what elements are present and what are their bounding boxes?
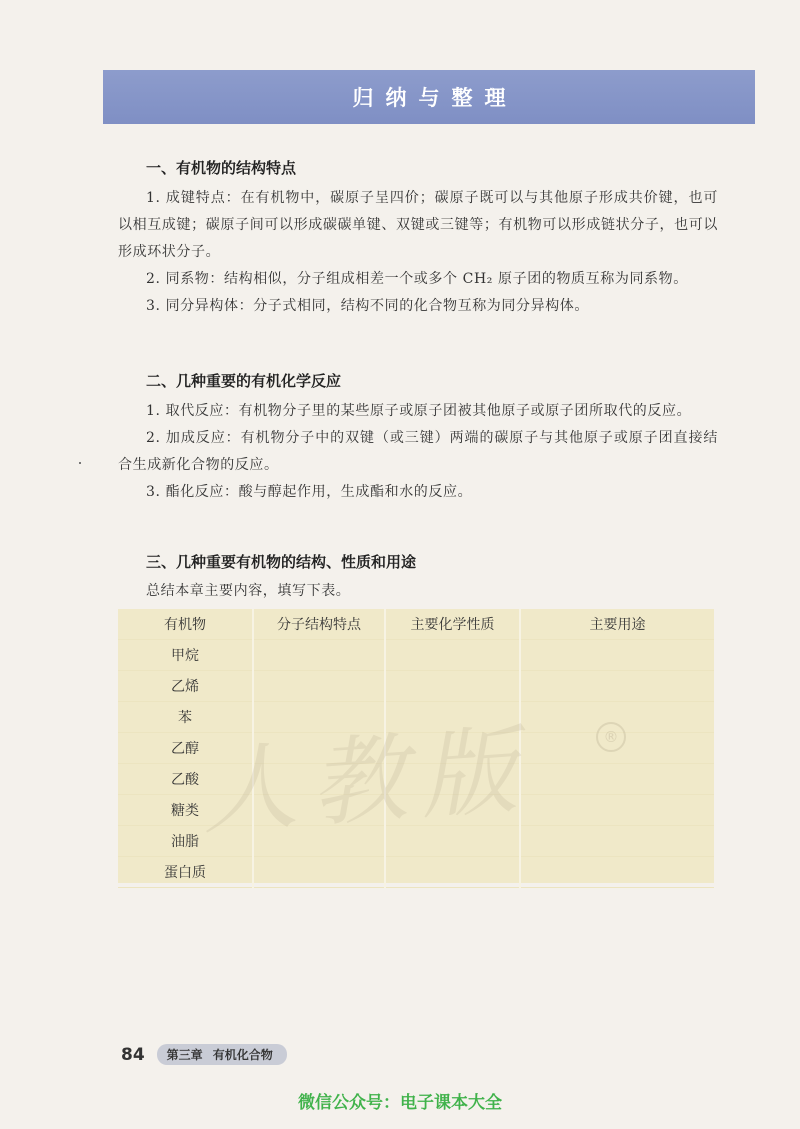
paragraph-substitution: 1. 取代反应：有机物分子里的某些原子或原子团被其他原子或原子团所取代的反应。 xyxy=(146,403,692,419)
blank-cell[interactable] xyxy=(385,857,520,888)
table-header-row xyxy=(118,609,714,640)
section-banner xyxy=(103,70,755,124)
table-row xyxy=(118,795,714,826)
blank-cell[interactable] xyxy=(253,826,385,857)
blank-cell[interactable] xyxy=(385,795,520,826)
row-label: 乙醇 xyxy=(118,733,253,764)
header-properties: 主要化学性质 xyxy=(385,609,520,640)
header-structure: 分子结构特点 xyxy=(253,609,385,640)
blank-cell[interactable] xyxy=(385,702,520,733)
blank-cell[interactable] xyxy=(253,733,385,764)
table-row xyxy=(118,702,714,733)
paragraph-bonding: 1. 成键特点：在有机物中，碳原子呈四价；碳原子既可以与其他原子形成共价键，也可以相互成键；碳原子间可以形成碳碳单键、双键或三键等；有机物可以形成链状分子，也可以形成环状分子。 xyxy=(118,190,718,260)
registered-mark: ® xyxy=(596,722,626,752)
blank-cell[interactable] xyxy=(253,702,385,733)
section-structure xyxy=(118,157,718,320)
publisher-watermark: 人教版 xyxy=(197,713,535,849)
row-label: 油脂 xyxy=(118,826,253,857)
summary-table xyxy=(118,609,714,883)
wechat-account-label: 微信公众号：电子课本大全 xyxy=(298,1093,502,1113)
section-heading-compounds: 三、几种重要有机物的结构、性质和用途 xyxy=(146,553,417,571)
table-row xyxy=(118,671,714,702)
blank-cell[interactable] xyxy=(520,671,714,702)
paragraph-homologue: 2. 同系物：结构相似，分子组成相差一个或多个 CH₂ 原子团的物质互称为同系物。 xyxy=(146,271,688,287)
section-heading-structure: 一、有机物的结构特点 xyxy=(146,159,297,177)
blank-cell[interactable] xyxy=(520,826,714,857)
table-row xyxy=(118,826,714,857)
paragraph-addition: 2. 加成反应：有机物分子中的双键（或三键）两端的碳原子与其他原子或原子团直接结合生成新化合物的反应。 xyxy=(118,430,718,473)
table-instruction: 总结本章主要内容，填写下表。 xyxy=(146,583,351,599)
banner-title: 归纳与整理 xyxy=(352,86,518,110)
blank-cell[interactable] xyxy=(253,857,385,888)
row-label: 蛋白质 xyxy=(118,857,253,888)
blank-cell[interactable] xyxy=(520,764,714,795)
row-label: 苯 xyxy=(118,702,253,733)
chapter-number: 第三章 xyxy=(166,1048,203,1062)
table-row xyxy=(118,640,714,671)
page-footer xyxy=(121,1044,287,1065)
row-label: 糖类 xyxy=(118,795,253,826)
row-label: 乙酸 xyxy=(118,764,253,795)
row-label: 乙烯 xyxy=(118,671,253,702)
blank-cell[interactable] xyxy=(520,857,714,888)
blank-cell[interactable] xyxy=(253,764,385,795)
stray-dot xyxy=(79,462,81,464)
blank-cell[interactable] xyxy=(520,795,714,826)
blank-cell[interactable] xyxy=(253,671,385,702)
blank-cell[interactable] xyxy=(253,640,385,671)
blank-cell[interactable] xyxy=(385,640,520,671)
table-row xyxy=(118,764,714,795)
chapter-title: 有机化合物 xyxy=(212,1048,273,1062)
section-compounds xyxy=(118,551,718,603)
paragraph-esterification: 3. 酯化反应：酸与醇起作用，生成酯和水的反应。 xyxy=(146,484,473,500)
page-number: 84 xyxy=(121,1044,145,1065)
blank-cell[interactable] xyxy=(385,764,520,795)
header-compound: 有机物 xyxy=(118,609,253,640)
header-uses: 主要用途 xyxy=(520,609,714,640)
blank-cell[interactable] xyxy=(385,671,520,702)
row-label: 甲烷 xyxy=(118,640,253,671)
chapter-label xyxy=(157,1044,287,1065)
paragraph-isomer: 3. 同分异构体：分子式相同，结构不同的化合物互称为同分异构体。 xyxy=(146,298,590,314)
table-row xyxy=(118,857,714,888)
blank-cell[interactable] xyxy=(253,795,385,826)
blank-cell[interactable] xyxy=(385,826,520,857)
section-heading-reactions: 二、几种重要的有机化学反应 xyxy=(146,372,342,390)
blank-cell[interactable] xyxy=(385,733,520,764)
blank-cell[interactable] xyxy=(520,640,714,671)
section-reactions xyxy=(118,370,718,506)
